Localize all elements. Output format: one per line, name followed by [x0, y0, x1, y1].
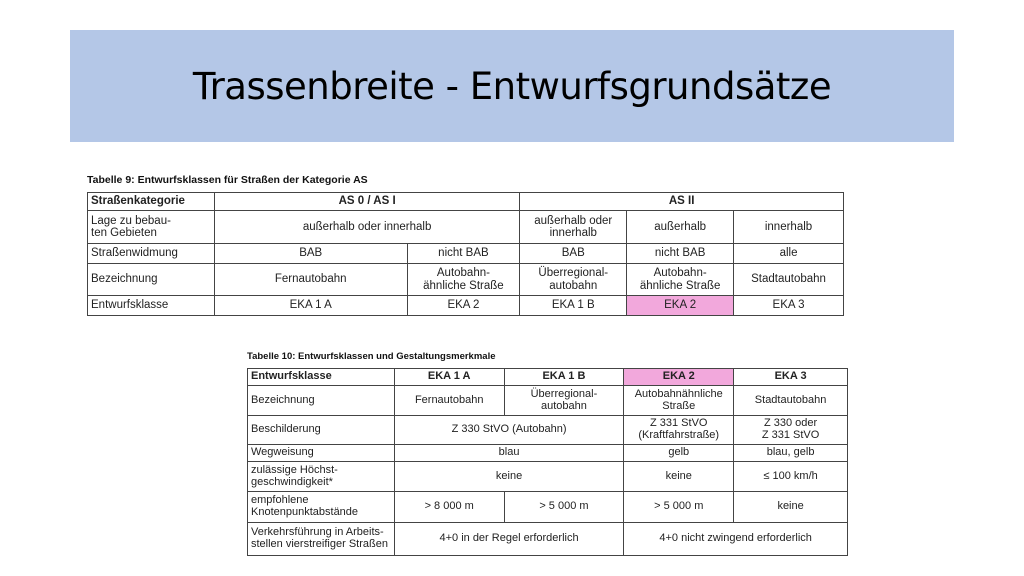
t9-bezeichnung-label: Bezeichnung	[88, 264, 215, 296]
t9-header-label: Straßenkategorie	[88, 193, 215, 211]
t10-header-c3-highlight: EKA 2	[624, 369, 734, 386]
t10-beschilderung-c3: Z 331 StVO (Kraftfahrstraße)	[624, 416, 734, 445]
t9-klasse-c2: EKA 2	[407, 296, 520, 316]
t9-bezeichnung-c2: Autobahn- ähnliche Straße	[407, 264, 520, 296]
t10-verkehr-label: Verkehrsführung in Arbeits- stellen vierstreifiger Straßen	[248, 523, 395, 556]
t10-verkehr-c12: 4+0 in der Regel erforderlich	[394, 523, 624, 556]
t9-widmung-c2: nicht BAB	[407, 244, 520, 264]
t9-lage-c4: innerhalb	[734, 211, 844, 244]
slide-title: Trassenbreite - Entwurfsgrundsätze	[192, 64, 832, 108]
t10-bezeichnung-c3: Autobahnähnliche Straße	[624, 386, 734, 416]
t9-widmung-c5: alle	[734, 244, 844, 264]
t9-widmung-c3: BAB	[520, 244, 627, 264]
t10-knoten-c4: keine	[734, 492, 848, 523]
t9-header-as0: AS 0 / AS I	[214, 193, 519, 211]
t9-widmung-c4: nicht BAB	[627, 244, 734, 264]
t9-klasse-c3: EKA 1 B	[520, 296, 627, 316]
t9-lage-c3: außerhalb	[627, 211, 734, 244]
t10-header-c2: EKA 1 B	[504, 369, 624, 386]
t10-bezeichnung-c4: Stadtautobahn	[734, 386, 848, 416]
table10	[247, 368, 848, 556]
title-band	[70, 30, 954, 142]
t9-lage-c2: außerhalb oder innerhalb	[520, 211, 627, 244]
t10-beschilderung-c12: Z 330 StVO (Autobahn)	[394, 416, 624, 445]
t9-widmung-c1: BAB	[214, 244, 407, 264]
table9	[87, 192, 844, 316]
t10-header-c4: EKA 3	[734, 369, 848, 386]
t10-bezeichnung-c1: Fernautobahn	[394, 386, 504, 416]
t10-wegweisung-c4: blau, gelb	[734, 445, 848, 462]
t9-klasse-c1: EKA 1 A	[214, 296, 407, 316]
t9-klasse-c5: EKA 3	[734, 296, 844, 316]
t9-bezeichnung-c5: Stadtautobahn	[734, 264, 844, 296]
table10-caption: Tabelle 10: Entwurfsklassen und Gestaltungsmerkmale	[247, 351, 496, 362]
t9-bezeichnung-c1: Fernautobahn	[214, 264, 407, 296]
t10-knoten-c1: > 8 000 m	[394, 492, 504, 523]
t9-bezeichnung-c4: Autobahn- ähnliche Straße	[627, 264, 734, 296]
t9-lage-c1: außerhalb oder innerhalb	[214, 211, 519, 244]
t10-bezeichnung-label: Bezeichnung	[248, 386, 395, 416]
t9-lage-label: Lage zu bebau- ten Gebieten	[88, 211, 215, 244]
t10-verkehr-c34: 4+0 nicht zwingend erforderlich	[624, 523, 848, 556]
t10-bezeichnung-c2: Überregional- autobahn	[504, 386, 624, 416]
t10-header-label: Entwurfsklasse	[248, 369, 395, 386]
t10-wegweisung-label: Wegweisung	[248, 445, 395, 462]
t10-knoten-c2: > 5 000 m	[504, 492, 624, 523]
t10-wegweisung-c3: gelb	[624, 445, 734, 462]
t9-widmung-label: Straßenwidmung	[88, 244, 215, 264]
t10-wegweisung-c12: blau	[394, 445, 624, 462]
t9-klasse-label: Entwurfsklasse	[88, 296, 215, 316]
t10-header-c1: EKA 1 A	[394, 369, 504, 386]
t10-beschilderung-c4: Z 330 oder Z 331 StVO	[734, 416, 848, 445]
t10-geschwindigkeit-label: zulässige Höchst- geschwindigkeit*	[248, 462, 395, 492]
table9-caption: Tabelle 9: Entwurfsklassen für Straßen der Kategorie AS	[87, 174, 368, 186]
t9-bezeichnung-c3: Überregional- autobahn	[520, 264, 627, 296]
t10-knoten-c3: > 5 000 m	[624, 492, 734, 523]
t10-geschwindigkeit-c12: keine	[394, 462, 624, 492]
t9-klasse-c4-highlight: EKA 2	[627, 296, 734, 316]
t10-knoten-label: empfohlene Knotenpunktabstände	[248, 492, 395, 523]
t9-header-as2: AS II	[520, 193, 844, 211]
t10-geschwindigkeit-c3: keine	[624, 462, 734, 492]
t10-geschwindigkeit-c4: ≤ 100 km/h	[734, 462, 848, 492]
t10-beschilderung-label: Beschilderung	[248, 416, 395, 445]
